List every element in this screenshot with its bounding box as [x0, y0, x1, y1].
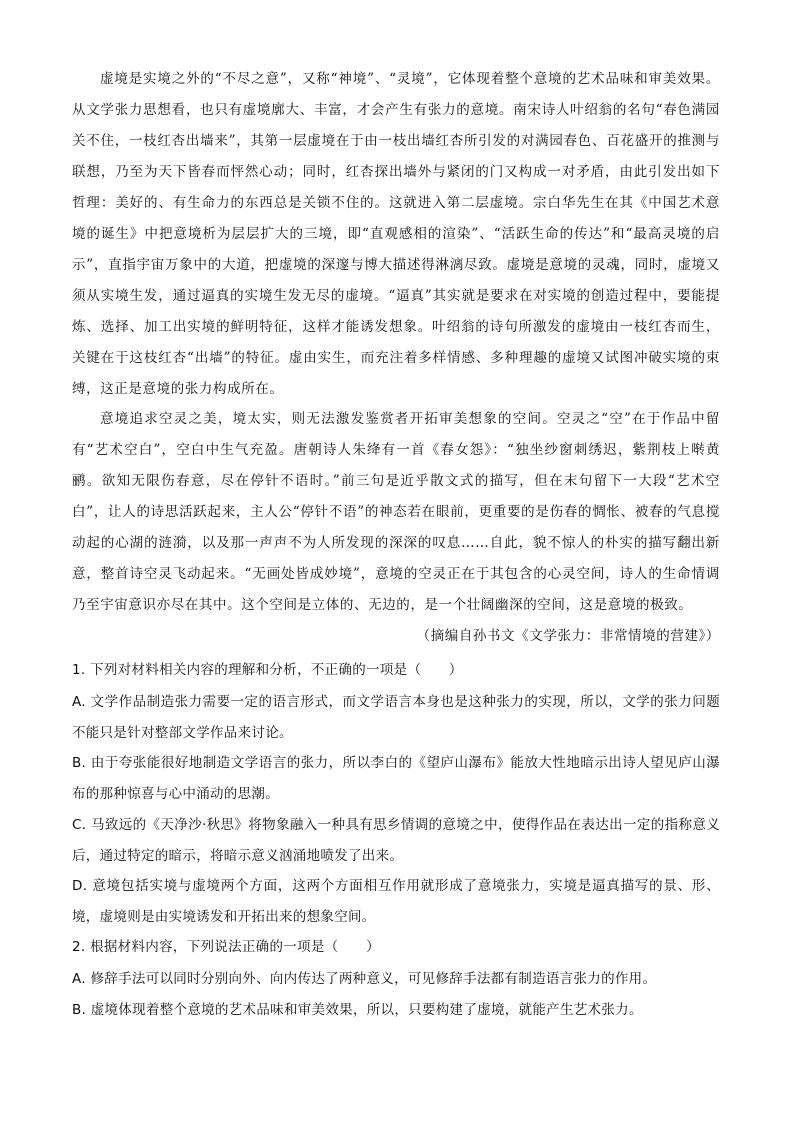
- question-2-option-a: A. 修辞手法可以同时分别向外、向内传达了两种意义，可见修辞手法都有制造语言张力的作用。: [72, 971, 657, 987]
- passage-paragraph-2: 意境追求空灵之美，境太实，则无法激发鉴赏者开拓审美想象的空间。空灵之“空”在于作品中留有“艺术空白”，空白中生气充盈。唐朝诗人朱绛有一首《春女怨》：“独坐纱窗刺绣迟，紫荆枝上啭黄鹂。欲知无限伤春意，尽在停针不语时。”前三句是近乎散文式的描写，但在末句留下一大段“艺术空白”，让人的诗思活跃起来，主人公“停针不语”的神态若在眼前，更重要的是伤春的惆怅、被春的气息搅动起的心湖的涟漪，以及那一声声不为人所发现的深深的叹息……自此，貌不惊人的朴实的描写翻出新意，整首诗空灵飞动起来。“无画处皆成妙境”，意境的空灵正在于其包含的心灵空间，诗人的生命情调乃至宇宙意识亦尽在其中。这个空间是立体的、无边的，是一个壮阔幽深的空间，这是意境的极致。: [72, 411, 720, 613]
- question-1-option-b: B. 由于夸张能很好地制造文学语言的张力，所以李白的《望庐山瀑布》能放大性地暗示出诗人望见庐山瀑布的那种惊喜与心中涌动的思潮。: [72, 755, 720, 802]
- passage-source: （摘编自孙书文《文学张力：非常情境的营建》）: [416, 628, 720, 644]
- question-2-option-b: B. 虚境体现着整个意境的艺术品味和审美效果，所以，只要构建了虚境，就能产生艺术张力。: [72, 1002, 643, 1018]
- question-1-option-c: C. 马致远的《天净沙·秋思》将物象融入一种具有思乡情调的意境之中，使得作品在表达出一定的指称意义后，通过特定的暗示，将暗示意义汹涌地喷发了出来。: [72, 817, 720, 864]
- question-1-option-a: A. 文学作品制造张力需要一定的语言形式，而文学语言本身也是这种张力的实现，所以，文学的张力问题不能只是针对整部文学作品来讨论。: [72, 694, 720, 741]
- question-2-stem: 2. 根据材料内容，下列说法正确的一项是（ ）: [72, 939, 380, 955]
- question-1-option-d: D. 意境包括实境与虚境两个方面，这两个方面相互作用就形成了意境张力，实境是逼真描写的景、形、境，虚境则是由实境诱发和开拓出来的想象空间。: [72, 878, 720, 925]
- passage-paragraph-1: 虚境是实境之外的“不尽之意”，又称“神境”、“灵境”，它体现着整个意境的艺术品味和审美效果。从文学张力思想看，也只有虚境廓大、丰富，才会产生有张力的意境。南宋诗人叶绍翁的名句“春色满园关不住，一枝红杏出墙来”，其第一层虚境在于由一枝出墙红杏所引发的对满园春色、百花盛开的推测与联想，乃至为天下皆春而怦然心动；同时，红杏探出墙外与紧闭的门又构成一对矛盾，由此引发出如下哲理：美好的、有生命力的东西总是关锁不住的。这就进入第二层虚境。宗白华先生在其《中国艺术意境的诞生》中把意境析为层层扩大的三境，即“直观感相的渲染”、“活跃生命的传达”和“最高灵境的启示”，直指宇宙万象中的大道，把虚境的深邃与博大描述得淋漓尽致。虚境是意境的灵魂，同时，虚境又须从实境生发，通过逼真的实境生发无尽的虚境。“逼真”其实就是要求在对实境的创造过程中，要能提炼、选择、加工出实境的鲜明特征，这样才能诱发想象。叶绍翁的诗句所激发的虚境由一枝红杏而生，关键在于这枝红杏“出墙”的特征。虚由实生，而充注着多样情感、多种理趣的虚境又试图冲破实境的束缚，这正是意境的张力构成所在。: [72, 71, 720, 397]
- question-1-stem: 1. 下列对材料相关内容的理解和分析，不正确的一项是（ ）: [72, 662, 463, 678]
